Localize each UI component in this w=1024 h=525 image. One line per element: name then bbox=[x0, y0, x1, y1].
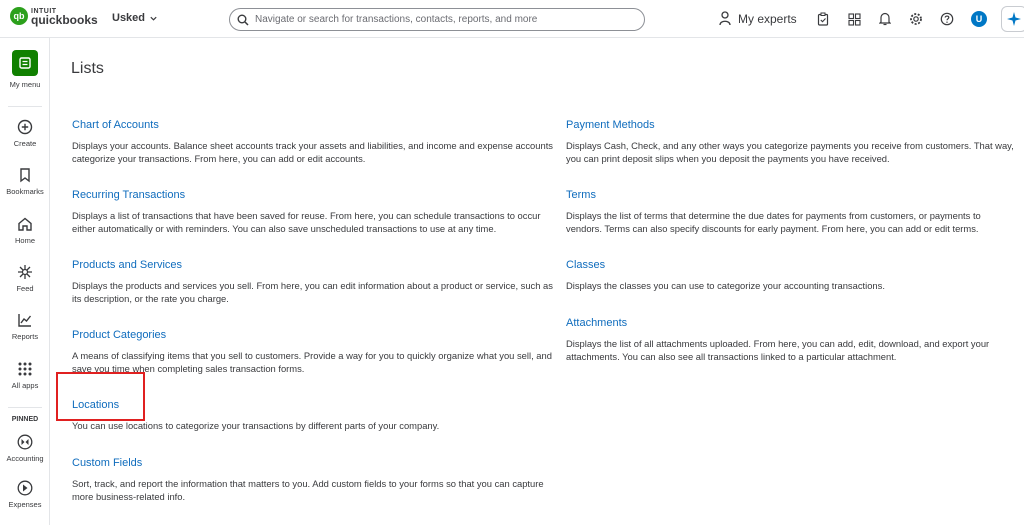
sidebar-item-reports[interactable] bbox=[0, 312, 50, 341]
list-description: Displays the list of all attachments uploaded. From here, you can add, edit, download, and export your attachments. You can also see all transactions linked to a particular attachment. bbox=[566, 338, 990, 362]
assist-sparkle-icon bbox=[1006, 11, 1022, 27]
sidebar-divider bbox=[8, 407, 42, 408]
search-input[interactable] bbox=[255, 14, 635, 25]
home-icon bbox=[17, 216, 33, 232]
dots-grid-icon bbox=[17, 361, 33, 377]
sidebar-item-bookmarks[interactable] bbox=[0, 167, 50, 196]
my-menu-icon bbox=[12, 50, 38, 76]
my-experts-label: My experts bbox=[738, 11, 797, 26]
line-chart-icon bbox=[17, 312, 33, 328]
page-title: Lists bbox=[71, 60, 104, 77]
list-item-products-and-services bbox=[72, 259, 562, 305]
feed-sparkle-icon bbox=[17, 264, 33, 280]
bookmark-icon bbox=[17, 167, 33, 183]
help-icon[interactable] bbox=[939, 11, 955, 27]
list-description: Displays the classes you can use to categorize your accounting transactions. bbox=[566, 280, 885, 291]
search-icon bbox=[237, 14, 249, 26]
list-description: Displays Cash, Check, and any other ways you categorize payments you receive from customers. That way, you can print deposit slips when you deposit the payments you have received. bbox=[566, 140, 1014, 164]
list-item-classes bbox=[566, 259, 1014, 293]
sidebar-label: All apps bbox=[11, 381, 39, 390]
sidebar-item-my-menu[interactable] bbox=[0, 50, 50, 89]
sidebar-divider bbox=[8, 106, 42, 107]
sidebar-label: Feed bbox=[16, 284, 34, 293]
list-link[interactable]: Locations bbox=[72, 399, 120, 411]
sidebar-label: Create bbox=[13, 139, 37, 148]
sidebar-item-create[interactable] bbox=[0, 119, 50, 148]
sidebar-label: Bookmarks bbox=[6, 187, 44, 196]
list-description: Sort, track, and report the information that matters to you. Add custom fields to your forms so that you can capture more business-related info. bbox=[72, 478, 544, 502]
qb-logo-icon: qb bbox=[10, 7, 28, 25]
company-switcher[interactable] bbox=[112, 12, 158, 24]
list-item-terms bbox=[566, 189, 1014, 235]
chevron-down-icon bbox=[149, 14, 158, 23]
pinned-heading: PINNED bbox=[11, 416, 39, 423]
list-item-locations bbox=[72, 399, 562, 433]
list-description: You can use locations to categorize your transactions by different parts of your company. bbox=[72, 420, 440, 431]
list-item-product-categories bbox=[72, 329, 562, 375]
sidebar-label: Home bbox=[14, 236, 35, 245]
list-description: Displays the products and services you sell. From here, you can edit information about a product or service, such as its description, or the rate you charge. bbox=[72, 280, 553, 304]
list-description: Displays a list of transactions that have been saved for reuse. From here, you can schedule transactions to occur either automatically or with reminders. You can also save unscheduled transactions to use at any time. bbox=[72, 210, 541, 234]
list-description: Displays your accounts. Balance sheet accounts track your assets and liabilities, and income and expense accounts categorize your transactions. From here, you can add or edit accounts. bbox=[72, 140, 553, 164]
plus-circle-icon bbox=[17, 119, 33, 135]
gear-icon[interactable] bbox=[908, 11, 924, 27]
logo-quickbooks-text: quickbooks bbox=[31, 13, 98, 27]
list-link[interactable]: Recurring Transactions bbox=[72, 189, 186, 201]
sidebar-item-accounting[interactable] bbox=[0, 434, 50, 463]
list-link[interactable]: Attachments bbox=[566, 317, 628, 329]
list-item-payment-methods bbox=[566, 119, 1014, 165]
logo-intuit-text: INTUIT bbox=[31, 8, 57, 15]
accounting-icon bbox=[17, 434, 33, 450]
list-item-custom-fields bbox=[72, 457, 562, 503]
sidebar-label: Expenses bbox=[8, 500, 42, 509]
expert-person-icon bbox=[718, 11, 732, 26]
sidebar-item-feed[interactable] bbox=[0, 264, 50, 293]
user-avatar[interactable]: U bbox=[971, 11, 987, 27]
list-description: Displays the list of terms that determine the due dates for payments from customers, or payments to vendors. Terms can also specify discounts for early payment. From here, you can add or edit terms. bbox=[566, 210, 981, 234]
quickbooks-logo[interactable] bbox=[10, 7, 98, 25]
list-link[interactable]: Classes bbox=[566, 259, 606, 271]
top-bar bbox=[0, 0, 1024, 38]
global-search[interactable] bbox=[229, 8, 645, 31]
highlight-box bbox=[56, 372, 145, 421]
expenses-icon bbox=[17, 480, 33, 496]
left-sidebar bbox=[0, 38, 50, 525]
apps-grid-icon[interactable] bbox=[846, 11, 862, 27]
sidebar-item-all-apps[interactable] bbox=[0, 361, 50, 390]
bell-icon[interactable] bbox=[877, 11, 893, 27]
list-link[interactable]: Terms bbox=[566, 189, 596, 201]
list-link[interactable]: Custom Fields bbox=[72, 457, 143, 469]
list-item-attachments bbox=[566, 317, 1014, 363]
sidebar-label: Accounting bbox=[6, 454, 44, 463]
list-description: A means of classifying items that you sell to customers. Provide a way for you to quickly organize what you sell, and save you time when completing sales transaction forms. bbox=[72, 350, 552, 374]
list-link[interactable]: Chart of Accounts bbox=[72, 119, 159, 131]
sidebar-label: My menu bbox=[9, 80, 41, 89]
list-link[interactable]: Payment Methods bbox=[566, 119, 655, 131]
list-link[interactable]: Products and Services bbox=[72, 259, 183, 271]
list-item-recurring-transactions bbox=[72, 189, 562, 235]
list-item-chart-of-accounts bbox=[72, 119, 562, 165]
my-experts-button[interactable] bbox=[718, 11, 797, 26]
intuit-assist-button[interactable] bbox=[1001, 6, 1024, 32]
sidebar-item-home[interactable] bbox=[0, 216, 50, 245]
company-name: Usked bbox=[112, 12, 146, 24]
main-content bbox=[51, 38, 1024, 525]
list-link[interactable]: Product Categories bbox=[72, 329, 167, 341]
clipboard-icon[interactable] bbox=[815, 11, 831, 27]
sidebar-label: Reports bbox=[11, 332, 39, 341]
sidebar-item-expenses[interactable] bbox=[0, 480, 50, 509]
